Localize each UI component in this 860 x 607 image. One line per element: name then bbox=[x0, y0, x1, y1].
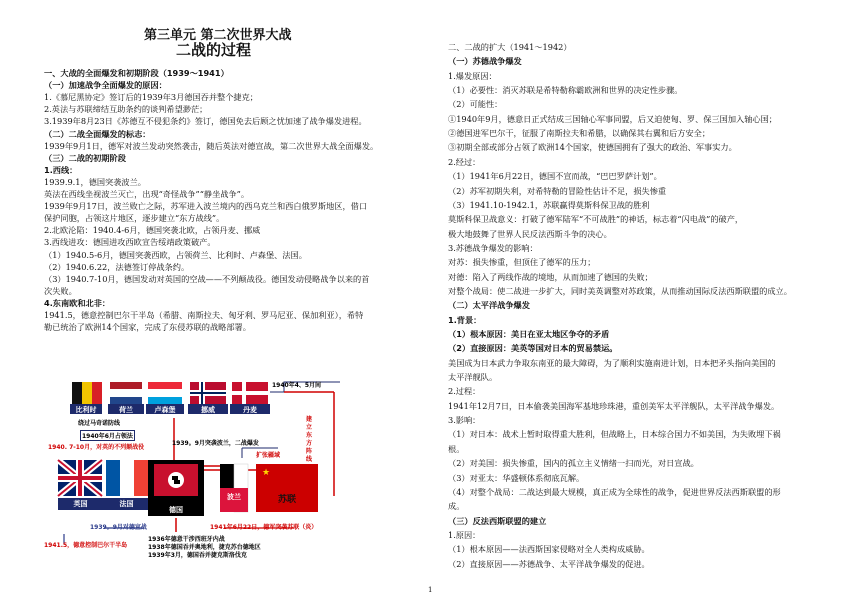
text-line: 4.东南欧和北非： bbox=[44, 297, 111, 308]
text-line: 2.北欧沦陷：1940.4-6月，德国突袭北欧，占领丹麦、挪威 bbox=[44, 225, 261, 236]
label-norway: 挪威 bbox=[201, 406, 215, 414]
text-line: 次失败。 bbox=[44, 285, 77, 296]
flag-denmark bbox=[232, 382, 268, 404]
text-line: 对整个战局：使二战进一步扩大，同时美英调整对苏政策，从而推动国际反法西斯联盟的成立。 bbox=[448, 285, 792, 296]
text-line: 3.苏德战争爆发的影响： bbox=[448, 242, 538, 253]
text-line: 2.经过： bbox=[448, 156, 481, 167]
label-poland: 波兰 bbox=[227, 493, 241, 501]
text-line: （2）苏军初期失利，对希特勒的冒险性估计不足，损失惨重 bbox=[448, 185, 667, 196]
label-occupy-france: 1940年6月占领法 bbox=[80, 430, 135, 441]
text-line: 1939.9.1，德国突袭波兰。 bbox=[44, 176, 146, 187]
text-line: 1.原因： bbox=[448, 529, 481, 540]
label-ussr: 苏联 bbox=[277, 495, 296, 505]
text-line: 勒已统治了欧洲14个国家，完成了东侵苏联的战略部署。 bbox=[44, 322, 251, 333]
page-number: 1 bbox=[428, 586, 433, 594]
ww2-europe-diagram bbox=[44, 378, 346, 580]
text-line: 保护同胞，占领这片地区，逐步建立“东方战线”。 bbox=[44, 213, 225, 224]
flag-norway bbox=[190, 382, 226, 404]
text-line: 1.爆发原因： bbox=[448, 70, 497, 81]
text-line: （2）直接原因——苏德战争、太平洋战争爆发的促进。 bbox=[448, 558, 650, 569]
flag-luxembourg bbox=[148, 382, 182, 404]
text-line: （一）加速战争全面爆发的原因： bbox=[44, 80, 167, 91]
text-line: （3）1940.7-10月，德国发动对英国的空战——不列颠战役。德国发动侵略战争以来的首 bbox=[44, 273, 370, 284]
text-line: （2）对美国：损失惨重，国内的孤立主义情绪一扫而光，对日宣战。 bbox=[448, 458, 699, 469]
text-line: 1939年9月17日，波兰败亡之际，苏军进入波兰境内的西乌克兰和西白俄罗斯地区，借口 bbox=[44, 201, 368, 212]
text-line: 极大地鼓舞了世界人民反法西斯斗争的决心。 bbox=[448, 228, 612, 239]
text-line: （二）太平洋战争爆发 bbox=[448, 300, 530, 311]
label-belgium: 比利时 bbox=[75, 406, 97, 414]
label-luxembourg: 卢森堡 bbox=[154, 406, 176, 414]
flag-france bbox=[106, 460, 148, 496]
label-maginot: 绕过马奇诺防线 bbox=[78, 420, 121, 427]
text-line: （2）直接原因：美英等国对日本的贸易禁运。 bbox=[448, 343, 618, 354]
text-line: 美国成为日本武力争取东南亚的最大障碍，为了顺利实施南进计划，日本把矛头指向美国的 bbox=[448, 357, 776, 368]
label-east-front: 建立东方阵线 bbox=[306, 416, 313, 463]
label-denmark: 丹麦 bbox=[243, 406, 257, 414]
text-line: 3.影响： bbox=[448, 415, 481, 426]
text-line: （1）对日本：战术上暂时取得重大胜利，但战略上，日本综合国力不如美国，为失败埋下祸 bbox=[448, 429, 781, 440]
label-expand: 扩张疆域 bbox=[256, 452, 281, 459]
text-line: （二）二战全面爆发的标志： bbox=[44, 128, 151, 139]
text-line: 2.英法与苏联缔结互助条约的谈判希望渺茫； bbox=[44, 104, 208, 115]
text-line: （1）根本原因——法西斯国家侵略对全人类构成威胁。 bbox=[448, 544, 650, 555]
text-line: （2）1940.6.22，法德签订停战条约。 bbox=[44, 261, 190, 272]
text-line: ③初期全部或部分占领了欧洲14个国家，使德国拥有了强大的政治、军事实力。 bbox=[448, 142, 737, 153]
text-line: 太平洋舰队。 bbox=[448, 372, 498, 383]
text-line: （1）根本原因：美日在亚太地区争夺的矛盾 bbox=[448, 329, 610, 339]
label-top-right: 1940年4、5月间 bbox=[272, 382, 322, 389]
label-note1: 1936年德意干涉西班牙内战 bbox=[148, 536, 225, 543]
label-netherlands: 荷兰 bbox=[119, 406, 133, 414]
text-line: ②德国进军巴尔干，征服了南斯拉夫和希腊，以确保其右翼和后方安全； bbox=[448, 128, 711, 139]
label-france-war: 1939。9月对德宣战 bbox=[90, 524, 147, 531]
text-line: 1941.5，德意控制巴尔干半岛（希腊、南斯拉夫、匈牙利、罗马尼亚、保加利亚），希特 bbox=[44, 310, 364, 320]
text-line: （三）反法西斯联盟的建立 bbox=[448, 515, 547, 526]
label-note3: 1939年3月，德国吞并捷克斯洛伐克 bbox=[148, 552, 247, 559]
label-uk: 英国 bbox=[73, 500, 88, 508]
text-line: ①1940年9月，德意日正式结成三国轴心军事同盟，后又迫使匈、罗、保三国加入轴心国； bbox=[448, 113, 777, 124]
label-ussr-attack: 1941年6月22日，德军突袭苏联（炎） bbox=[210, 524, 318, 531]
flag-netherlands bbox=[110, 382, 142, 404]
text-line: 对德：陷入了两线作战的境地，从而加速了德国的失败； bbox=[448, 271, 653, 282]
flag-poland bbox=[220, 464, 248, 512]
text-line: （一）苏德战争爆发 bbox=[448, 56, 522, 67]
text-line: 成。 bbox=[448, 501, 465, 512]
label-germany: 德国 bbox=[169, 506, 183, 514]
text-line: （3）对亚太：华盛顿体系彻底瓦解。 bbox=[448, 472, 585, 483]
text-line: 3.1939年8月23日《苏德互不侵犯条约》签订，德国免去后顾之忧加速了战争爆发进程。 bbox=[44, 116, 367, 127]
svg-text:★: ★ bbox=[262, 468, 271, 478]
text-line: （1）1940.5-6月，德国突袭西欧，占领荷兰、比利时、卢森堡、法国。 bbox=[44, 249, 307, 260]
text-line: （三）二战的初期阶段 bbox=[44, 152, 126, 163]
text-line: 1.《慕尼黑协定》签订后的1939年3月德国吞并整个捷克； bbox=[44, 92, 258, 103]
label-note2: 1938年德国吞并奥地利，捷克苏台德地区 bbox=[148, 544, 261, 551]
text-line: 1941年12月7日，日本偷袭美国海军基地珍珠港，重创美军太平洋舰队，太平洋战争爆发。 bbox=[448, 400, 780, 411]
label-france: 法国 bbox=[119, 500, 134, 508]
flag-uk bbox=[58, 460, 102, 496]
text-line: 3.西线进攻：德国进攻西欧宣告绥靖政策破产。 bbox=[44, 237, 216, 248]
text-line: 2.过程： bbox=[448, 386, 481, 397]
label-poland-attack: 1939。9月突袭波兰，二战爆发 bbox=[172, 440, 259, 447]
text-line: 一、大战的全面爆发和初期阶段（1939～1941） bbox=[44, 68, 229, 78]
label-balkan: 1941.5，德意控制巴尔干半岛 bbox=[44, 542, 128, 549]
text-line: 1939年9月1日，德军对波兰发动突然袭击，随后英法对德宣战，第二次世界大战全面爆发。 bbox=[44, 140, 379, 151]
label-uk-battle: 1940. 7-10月，对英的不列颠战役 bbox=[48, 444, 145, 451]
text-line: 莫斯科保卫战意义：打破了德军陆军“不可战胜”的神话，标志着“闪电战”的破产， bbox=[448, 214, 744, 225]
text-line: （3）1941.10-1942.1，苏联赢得莫斯科保卫战的胜利 bbox=[448, 199, 650, 210]
flag-belgium bbox=[72, 382, 102, 404]
text-line: 对苏：损失惨重，但顶住了德军的压力； bbox=[448, 257, 596, 268]
unit-title: 第三单元 第二次世界大战 bbox=[144, 28, 292, 43]
text-line: 1.西线： bbox=[44, 164, 78, 175]
text-line: 1.背景： bbox=[448, 314, 482, 325]
text-line: （1）1941年6月22日，德国不宣而战，“巴巴罗萨计划”。 bbox=[448, 171, 662, 182]
text-line: 根。 bbox=[448, 443, 465, 454]
text-line: （2）可能性： bbox=[448, 99, 503, 110]
text-line: 英法在西线坐视波兰灭亡，出现“奇怪战争”“静坐战争”。 bbox=[44, 189, 250, 199]
page-title: 二战的过程 bbox=[176, 41, 252, 59]
text-line: （4）对整个战局：二战达到最大规模，真正成为全球性的战争，促进世界反法西斯联盟的形 bbox=[448, 486, 781, 497]
text-line: 二、二战的扩大（1941～1942） bbox=[448, 42, 572, 52]
text-line: （1）必要性：消灭苏联是希特勒称霸欧洲和世界的决定性步骤。 bbox=[448, 85, 683, 96]
